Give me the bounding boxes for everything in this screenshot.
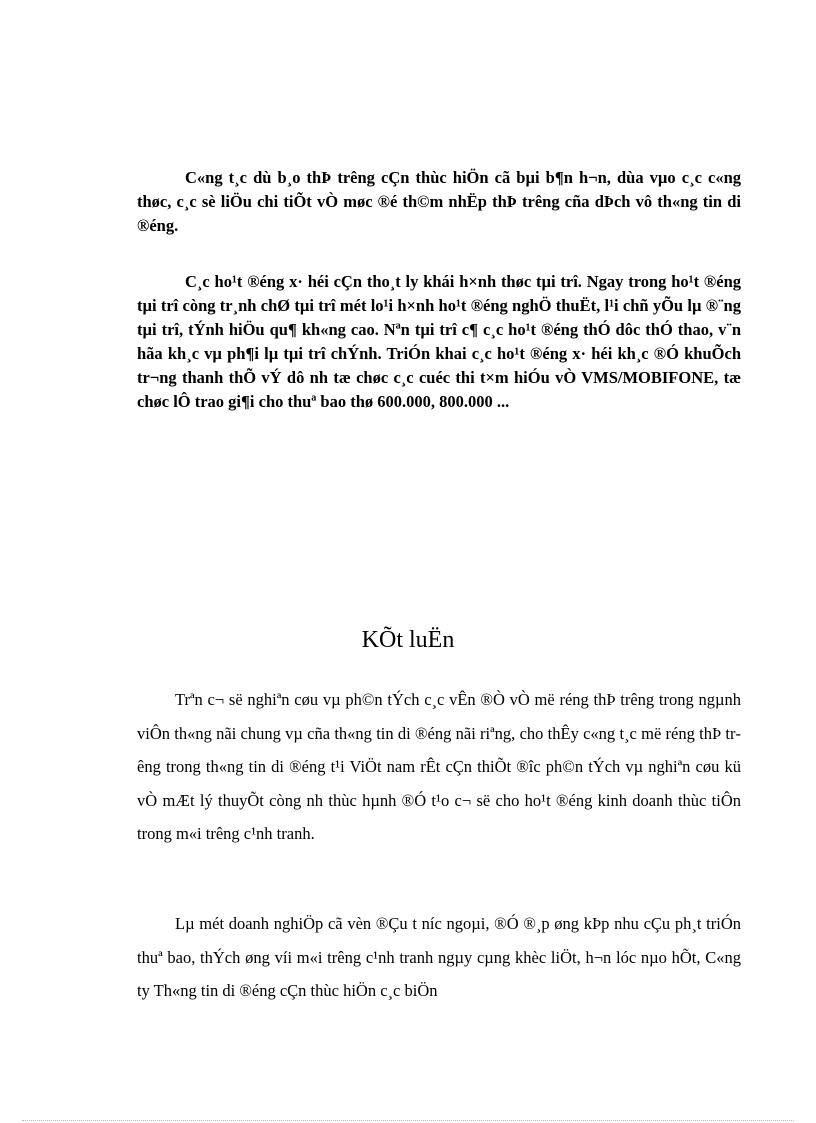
paragraph-conclusion-1 xyxy=(137,683,741,851)
paragraph-conclusion-2 xyxy=(137,907,741,1008)
section-heading-conclusion: KÕt luËn xyxy=(361,627,455,653)
paragraph-text: C«ng t¸c dù b¸o thÞ trêng cÇn thùc hiÖn cã bµi b¶n h¬n, dùa vµo c¸c c«ng thøc, c¸c sè liÖu chi tiÕt vÒ møc ®é th©m nhËp thÞ trêng cña dÞch vô th«ng tin di ®éng. xyxy=(137,168,741,235)
paragraph-text: Lµ mét doanh nghiÖp cã vèn ®Çu t níc ngoµi, ®Ó ®¸p øng kÞp nhu cÇu ph¸t triÓn thuª bao, thÝch øng víi m«i trêng c¹nh tranh ngµy cµng khèc liÖt, h¬n lóc nµo hÕt, C«ng ty Th«ng tin di ®éng cÇn thùc hiÖn c¸c biÖn xyxy=(137,914,741,1000)
paragraph-forecasting xyxy=(137,166,741,238)
paragraph-social-activities xyxy=(137,270,741,414)
paragraph-text: Trªn c¬ së nghiªn cøu vµ ph©n tÝch c¸c vÊn ®Ò vÒ më réng thÞ trêng trong ngµnh viÔn th«ng nãi chung vµ cña th«ng tin di ®éng nãi riªng, cho thÊy c«ng t¸c më réng thÞ trêng trong th«ng tin di ®éng t¹i ViÖt nam rÊt cÇn thiÕt ®îc ph©n tÝch vµ nghiªn cøu kü vÒ mÆt lý thuyÕt còng nh thùc hµnh ®Ó t¹o c¬ së cho ho¹t ®éng kinh doanh thùc tiÔn trong m«i trêng c¹nh tranh. xyxy=(137,690,741,843)
page-bottom-rule xyxy=(22,1120,794,1121)
paragraph-text: C¸c ho¹t ®éng x· héi cÇn tho¸t ly khái h×nh thøc tµi trî. Ngay trong ho¹t ®éng tµi trî còng tr¸nh chØ tµi trî mét lo¹i h×nh ho¹t ®éng nghÖ thuËt, l¹i chñ yÕu lµ ®¨ng tµi trî, tÝnh hiÖu qu¶ kh«ng cao. Nªn tµi trî c¶ c¸c ho¹t ®éng thÓ dôc thÓ thao, v¨n hãa kh¸c vµ ph¶i lµ tµi trî chÝnh. TriÓn khai c¸c ho¹t ®éng x· héi kh¸c ®Ó khuÕch tr¬ng thanh thÕ vÝ dô nh tæ chøc c¸c cuéc thi t×m hiÓu vÒ VMS/MOBIFONE, tæ chøc lÔ trao gi¶i cho thuª bao thø 600.000, 800.000 ... xyxy=(137,272,741,411)
